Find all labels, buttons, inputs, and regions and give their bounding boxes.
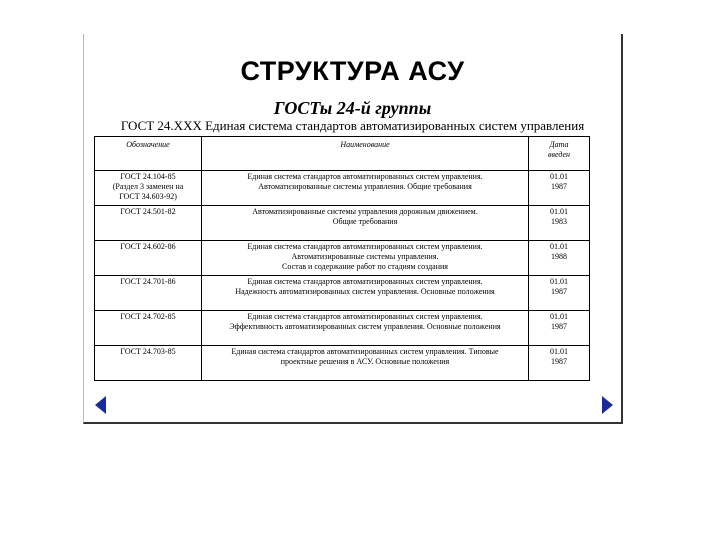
- cell-name-line: Единая система стандартов автоматизированных систем управления. Типовые: [231, 347, 499, 356]
- cell-code-line: (Раздел 3 заменен на: [112, 182, 184, 191]
- cell-date: [529, 311, 590, 346]
- header-date-line-2: введен: [548, 150, 570, 159]
- slide: [83, 34, 623, 424]
- triangle-left-icon[interactable]: [95, 396, 106, 414]
- cell-date-line: 01.01: [550, 242, 568, 251]
- table-header-row: [95, 137, 590, 171]
- cell-code: [95, 241, 202, 276]
- table-caption: ГОСТ 24.XXX Единая система стандартов автоматизированных систем управления: [120, 118, 585, 133]
- cell-code-line: ГОСТ 24.702-85: [120, 312, 176, 321]
- cell-name-line: проектные решения в АСУ. Основные положения: [280, 357, 450, 366]
- table-row: [95, 171, 590, 206]
- cell-code: [95, 311, 202, 346]
- cell-code-line: ГОСТ 24.701-86: [120, 277, 176, 286]
- cell-code: [95, 346, 202, 381]
- cell-date-line: 1987: [551, 287, 567, 296]
- gost-table: [94, 136, 590, 381]
- cell-name-line: Единая система стандартов автоматизированных систем управления.: [247, 277, 483, 286]
- cell-name: [202, 311, 529, 346]
- slide-title: СТРУКТУРА АСУ: [240, 56, 465, 86]
- cell-name: [202, 241, 529, 276]
- cell-date: [529, 241, 590, 276]
- cell-name: [202, 171, 529, 206]
- cell-name-line: Автоматизированные системы управления дорожным движением.: [252, 207, 478, 216]
- cell-date: [529, 276, 590, 311]
- cell-name: [202, 276, 529, 311]
- cell-code-line: ГОСТ 24.703-85: [120, 347, 176, 356]
- cell-name-line: Единая система стандартов автоматизированных систем управления.: [247, 312, 483, 321]
- cell-name: [202, 206, 529, 241]
- cell-date-line: 01.01: [550, 207, 568, 216]
- cell-date-line: 01.01: [550, 347, 568, 356]
- cell-date-line: 01.01: [550, 312, 568, 321]
- table-row: [95, 206, 590, 241]
- cell-code-line: ГОСТ 34.603-92): [119, 192, 177, 201]
- cell-date-line: 01.01: [550, 277, 568, 286]
- cell-date-line: 1987: [551, 357, 567, 366]
- cell-name-line: Состав и содержание работ по стадиям создания: [282, 262, 448, 271]
- cell-code: [95, 171, 202, 206]
- cell-name-line: Единая система стандартов автоматизированных систем управления.: [247, 242, 483, 251]
- triangle-right-icon[interactable]: [602, 396, 613, 414]
- cell-name-line: Единая система стандартов автоматизированных систем управления.: [247, 172, 483, 181]
- cell-name-line: Автоматизированные системы управления. Общие требования: [258, 182, 472, 191]
- cell-date: [529, 171, 590, 206]
- cell-date-line: 1987: [551, 182, 567, 191]
- table-row: [95, 241, 590, 276]
- cell-date-line: 01.01: [550, 172, 568, 181]
- header-date: [529, 137, 590, 171]
- cell-date-line: 1983: [551, 217, 567, 226]
- header-name: Наименование: [202, 137, 529, 171]
- cell-name-line: Надежность автоматизированных систем управления. Основные положения: [235, 287, 495, 296]
- table-row: [95, 276, 590, 311]
- cell-code-line: ГОСТ 24.602-86: [120, 242, 176, 251]
- cell-name-line: Эффективность автоматизированных систем управления. Основные положения: [229, 322, 501, 331]
- cell-name-line: Автоматизированные системы управления.: [291, 252, 439, 261]
- header-date-line-1: Дата: [549, 140, 569, 149]
- cell-date: [529, 346, 590, 381]
- header-code: Обозначение: [95, 137, 202, 171]
- table-row: [95, 311, 590, 346]
- cell-date: [529, 206, 590, 241]
- cell-date-line: 1987: [551, 322, 567, 331]
- cell-name: [202, 346, 529, 381]
- cell-code-line: ГОСТ 24.501-82: [120, 207, 176, 216]
- table-row: [95, 346, 590, 381]
- cell-code-line: ГОСТ 24.104-85: [120, 172, 176, 181]
- cell-code: [95, 276, 202, 311]
- cell-code: [95, 206, 202, 241]
- cell-date-line: 1988: [551, 252, 567, 261]
- slide-subtitle: ГОСТы 24-й группы: [273, 98, 432, 118]
- cell-name-line: Общие требования: [332, 217, 398, 226]
